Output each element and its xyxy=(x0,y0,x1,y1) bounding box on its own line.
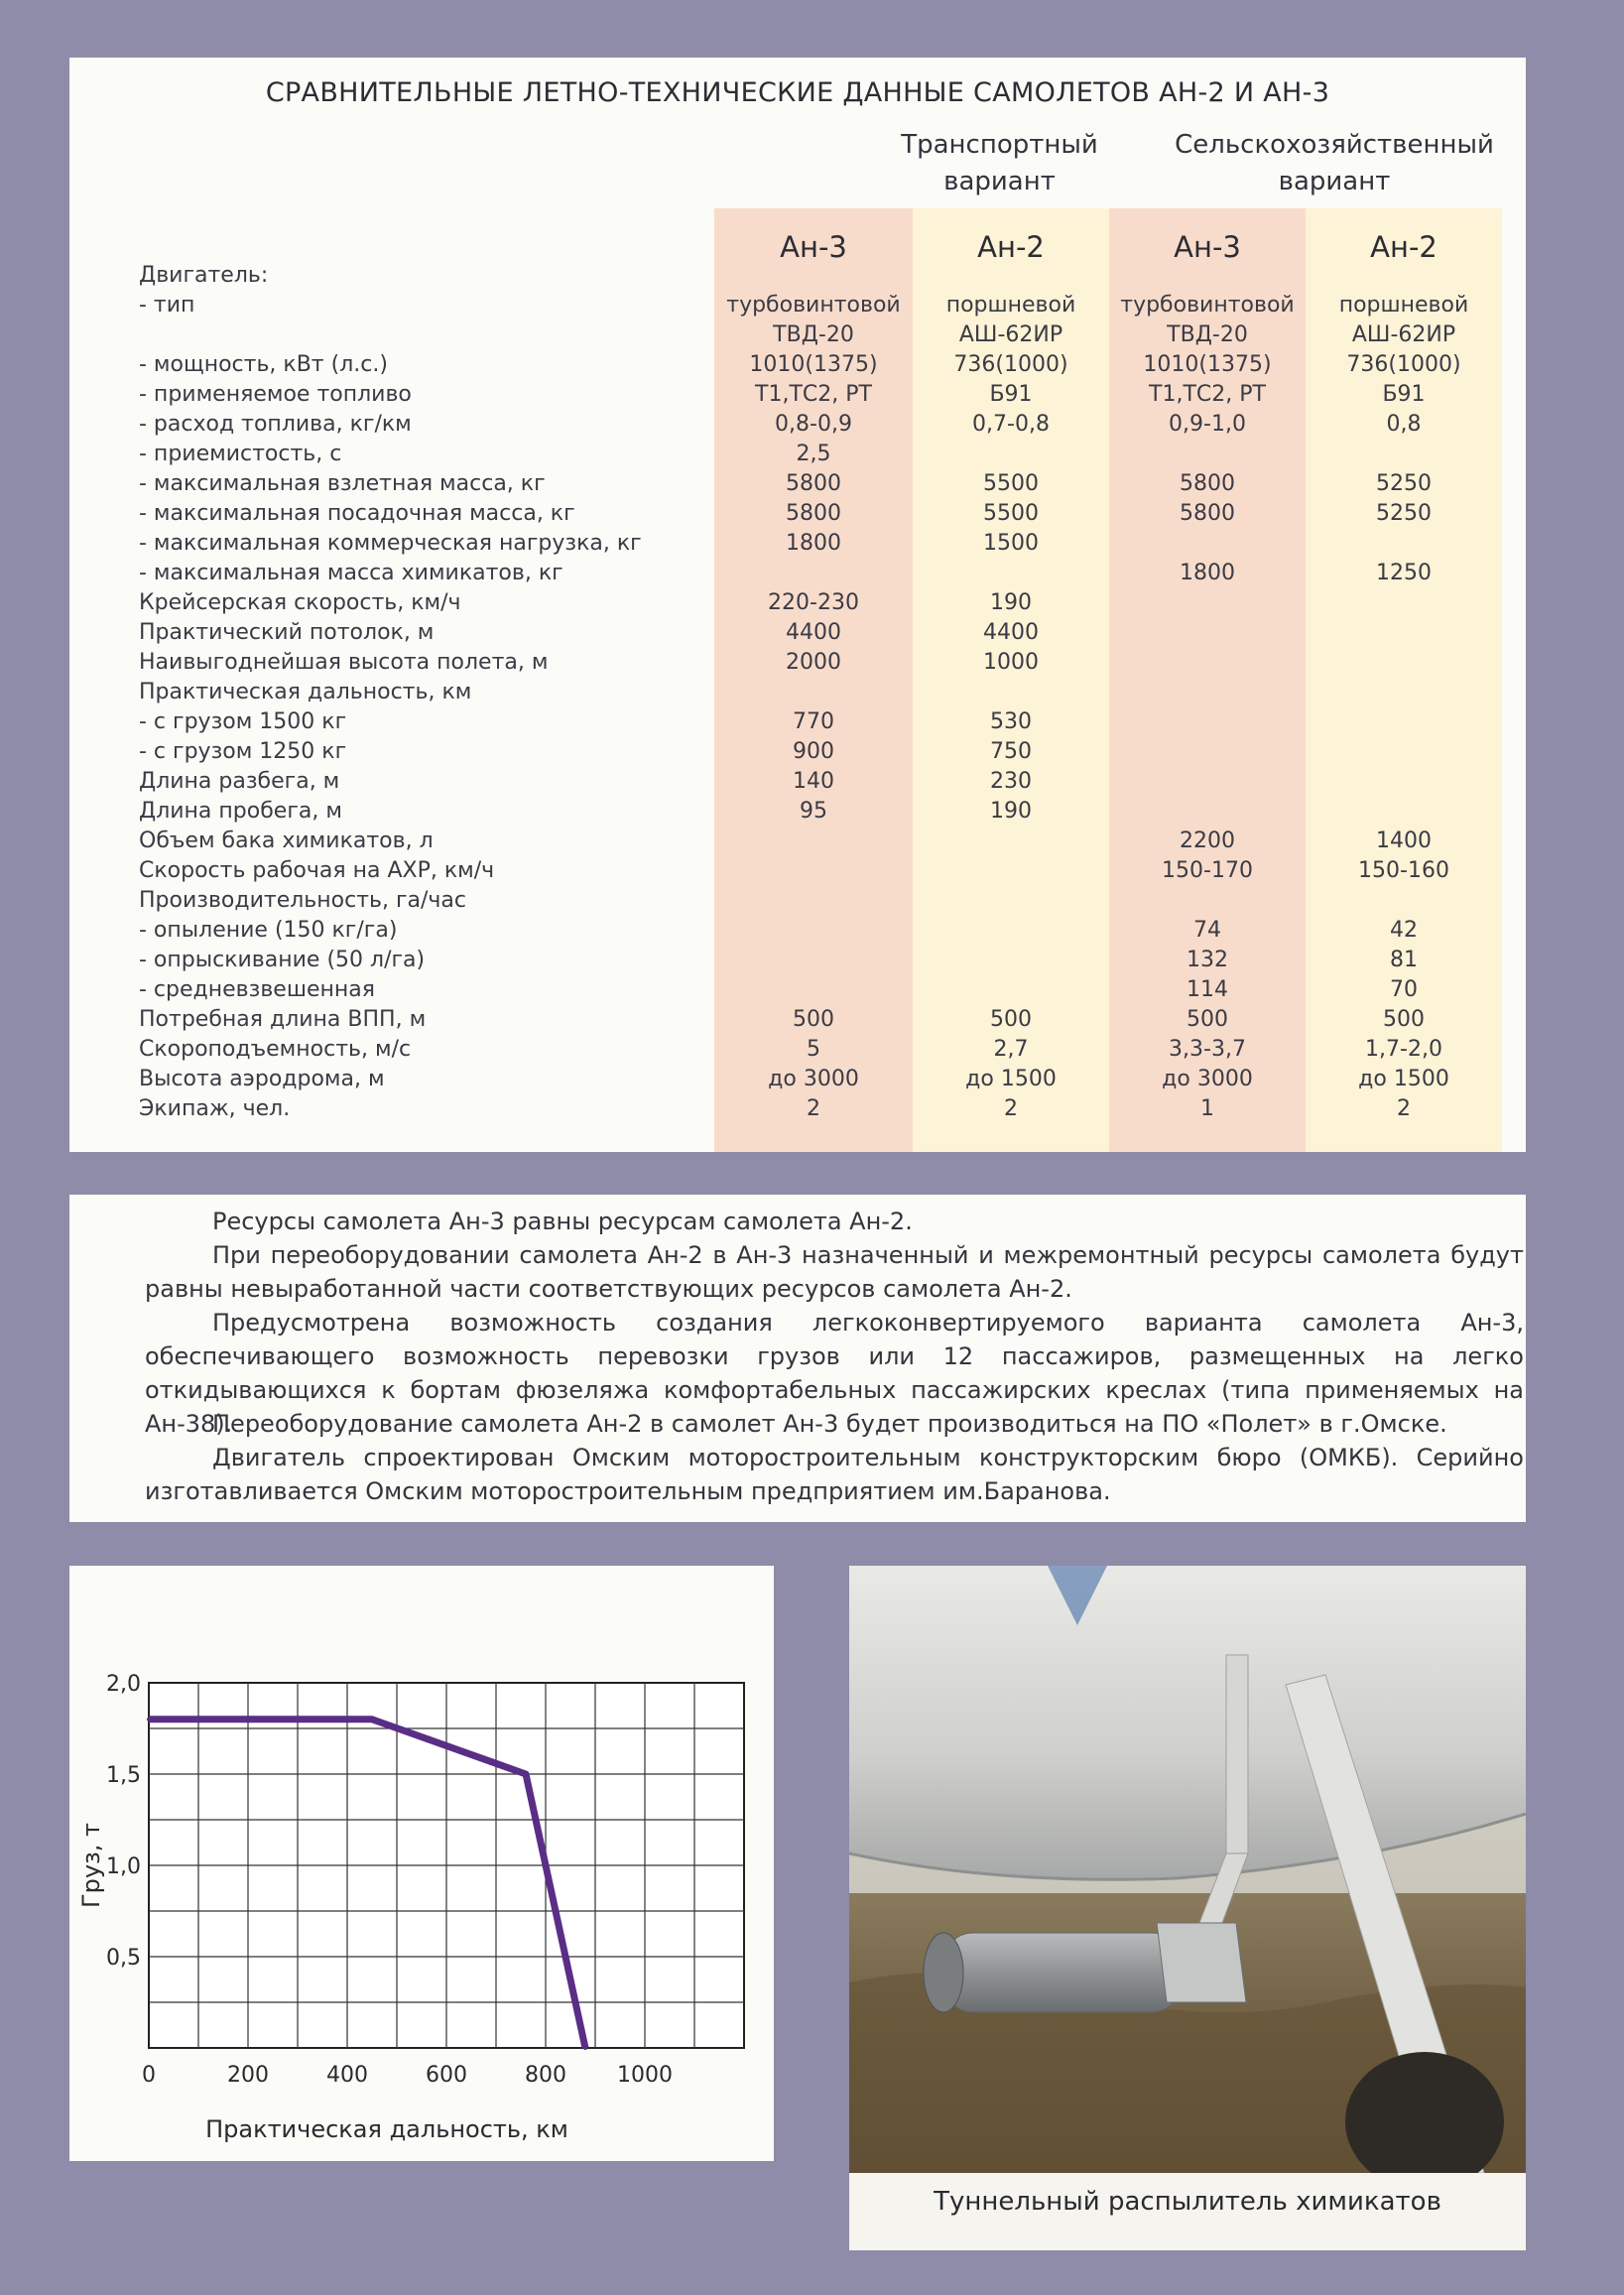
table-cell: АШ-62ИР xyxy=(1351,322,1456,347)
specs-table-panel xyxy=(69,58,1526,1152)
table-cell: поршневой xyxy=(945,293,1076,318)
table-cell: 190 xyxy=(990,590,1032,615)
table-cell: 114 xyxy=(1187,977,1228,1002)
table-cell: 900 xyxy=(793,739,834,764)
table-cell: 1800 xyxy=(786,531,841,556)
table-cell: 70 xyxy=(1390,977,1418,1002)
table-cell: 2,5 xyxy=(796,442,831,466)
row-label: - максимальная посадочная масса, кг xyxy=(139,501,575,526)
row-label: - максимальная взлетная масса, кг xyxy=(139,471,546,496)
row-label: - опрыскивание (50 л/га) xyxy=(139,948,426,972)
x-tick-label: 800 xyxy=(525,2063,566,2088)
x-tick-label: 200 xyxy=(227,2063,269,2088)
row-label: - мощность, кВт (л.с.) xyxy=(139,352,388,377)
x-tick-label: 1000 xyxy=(617,2063,673,2088)
x-tick-label: 600 xyxy=(426,2063,467,2088)
column-header-an3-transport: Ан-3 xyxy=(780,230,847,264)
table-cell: ТВД-20 xyxy=(773,322,854,347)
table-cell: 5250 xyxy=(1376,501,1432,526)
table-cell: до 1500 xyxy=(965,1067,1057,1091)
data-point xyxy=(583,2046,587,2050)
table-cell: 1010(1375) xyxy=(1143,352,1272,377)
table-cell: 0,8-0,9 xyxy=(775,412,852,437)
row-label: Высота аэродрома, м xyxy=(139,1067,385,1091)
y-tick-label: 1,5 xyxy=(106,1763,141,1788)
table-cell: 74 xyxy=(1193,918,1221,943)
notes-panel xyxy=(69,1195,1526,1522)
table-cell: 2,7 xyxy=(993,1037,1029,1062)
table-cell: 736(1000) xyxy=(953,352,1068,377)
table-cell: 1500 xyxy=(983,531,1039,556)
table-cell: 1250 xyxy=(1376,561,1432,585)
note-paragraph-1: Ресурсы самолета Ан-3 равны ресурсам самолета Ан-2. xyxy=(212,1208,913,1235)
table-cell: 81 xyxy=(1390,948,1418,972)
table-title: СРАВНИТЕЛЬНЫЕ ЛЕТНО-ТЕХНИЧЕСКИЕ ДАННЫЕ САМОЛЕТОВ АН-2 И АН-3 xyxy=(265,77,1330,108)
sprayer-photo xyxy=(849,1566,1526,2173)
table-cell: 2 xyxy=(1397,1096,1411,1121)
row-label: Объем бака химикатов, л xyxy=(139,829,434,853)
table-cell: 1,7-2,0 xyxy=(1365,1037,1442,1062)
table-cell: 5500 xyxy=(983,501,1039,526)
note-paragraph-5: Двигатель спроектирован Омским моторостроительным конструкторским бюро (ОМКБ). Серийно изготавливается Омским моторостроительным предприятием им.Баранова. xyxy=(145,1444,1524,1505)
table-cell: 530 xyxy=(990,709,1032,734)
data-point xyxy=(524,1772,528,1776)
row-label: Скороподъемность, м/с xyxy=(139,1037,412,1062)
table-cell: 2 xyxy=(807,1096,820,1121)
table-cell: турбовинтовой xyxy=(726,293,901,318)
row-label: Практический потолок, м xyxy=(139,620,435,645)
row-label: - приемистость, с xyxy=(139,442,342,466)
table-cell: до 1500 xyxy=(1358,1067,1449,1091)
row-label: - опыление (150 кг/га) xyxy=(139,918,398,943)
table-cell: турбовинтовой xyxy=(1120,293,1295,318)
table-cell: 0,9-1,0 xyxy=(1169,412,1246,437)
table-cell: 2200 xyxy=(1180,829,1235,853)
table-cell: 500 xyxy=(1383,1007,1425,1032)
table-cell: 0,7-0,8 xyxy=(972,412,1050,437)
x-tick-label: 0 xyxy=(142,2063,156,2088)
table-cell: 42 xyxy=(1390,918,1418,943)
x-axis-label: Практическая дальность, км xyxy=(205,2115,568,2143)
table-cell: 5500 xyxy=(983,471,1039,496)
row-label: - с грузом 1250 кг xyxy=(139,739,347,764)
column-header-an2-transport: Ан-2 xyxy=(977,230,1045,264)
y-tick-label: 0,5 xyxy=(106,1946,141,1971)
row-label: Производительность, га/час xyxy=(139,888,467,913)
table-cell: 3,3-3,7 xyxy=(1169,1037,1246,1062)
group-agricultural-header-line-2: вариант xyxy=(1278,167,1391,196)
table-cell: 140 xyxy=(793,769,834,794)
table-cell: 770 xyxy=(793,709,834,734)
table-cell: Т1,ТС2, РТ xyxy=(1149,382,1266,407)
group-transport-header-line-2: вариант xyxy=(943,167,1056,196)
table-cell: 150-160 xyxy=(1358,858,1449,883)
table-cell: до 3000 xyxy=(1162,1067,1253,1091)
row-label: Практическая дальность, км xyxy=(139,680,472,704)
column-header-an3-agri: Ан-3 xyxy=(1174,230,1241,264)
x-tick-label: 400 xyxy=(326,2063,368,2088)
table-cell: 5250 xyxy=(1376,471,1432,496)
table-cell: 736(1000) xyxy=(1346,352,1461,377)
row-label: - максимальная масса химикатов, кг xyxy=(139,561,563,585)
row-label: - расход топлива, кг/км xyxy=(139,412,412,437)
column-header-an2-agri: Ан-2 xyxy=(1370,230,1437,264)
table-cell: 230 xyxy=(990,769,1032,794)
table-cell: Т1,ТС2, РТ xyxy=(755,382,872,407)
note-paragraph-3: Предусмотрена возможность создания легкоконвертируемого варианта самолета Ан-3, обеспечивающего возможность перевозки грузов или 12 пассажиров, размещенных на легко откидывающихся к бортам фюзеляжа комфортабельных пассажирских креслах (типа применяемых на Ан-38). xyxy=(145,1309,1524,1438)
table-cell: 1 xyxy=(1200,1096,1214,1121)
table-cell: Б91 xyxy=(989,382,1033,407)
row-label: Крейсерская скорость, км/ч xyxy=(139,590,461,615)
table-cell: 5800 xyxy=(1180,471,1235,496)
table-cell: 1010(1375) xyxy=(749,352,878,377)
group-agricultural-header xyxy=(1171,127,1498,200)
table-cell: 750 xyxy=(990,739,1032,764)
table-cell: АШ-62ИР xyxy=(958,322,1063,347)
table-cell: 5 xyxy=(807,1037,820,1062)
table-cell: 4400 xyxy=(786,620,841,645)
table-cell: 5800 xyxy=(786,501,841,526)
row-label: Наивыгоднейшая высота полета, м xyxy=(139,650,549,675)
table-cell: 150-170 xyxy=(1162,858,1253,883)
table-cell: 1800 xyxy=(1180,561,1235,585)
note-paragraph-2: При переоборудовании самолета Ан-2 в Ан-3 назначенный и межремонтный ресурсы самолета будут равны невыработанной части соответствующих ресурсов самолета Ан-2. xyxy=(145,1241,1524,1303)
table-cell: 0,8 xyxy=(1386,412,1422,437)
table-cell: ТВД-20 xyxy=(1167,322,1248,347)
group-agricultural-header-line-1: Сельскохозяйственный xyxy=(1175,130,1494,160)
table-cell: 500 xyxy=(793,1007,834,1032)
table-cell: 500 xyxy=(1187,1007,1228,1032)
row-label: Длина разбега, м xyxy=(139,769,340,794)
table-cell: 132 xyxy=(1187,948,1228,972)
note-paragraph-4: Переоборудование самолета Ан-2 в самолет Ан-3 будет производиться на ПО «Полет» в г.Омске. xyxy=(212,1410,1447,1438)
row-label: - тип xyxy=(139,293,195,318)
table-cell: Б91 xyxy=(1382,382,1426,407)
table-cell: 95 xyxy=(800,799,827,824)
row-label: - применяемое топливо xyxy=(139,382,412,407)
table-cell: 1400 xyxy=(1376,829,1432,853)
row-label: - максимальная коммерческая нагрузка, кг xyxy=(139,531,642,556)
y-tick-label: 2,0 xyxy=(106,1672,141,1697)
table-cell: 500 xyxy=(990,1007,1032,1032)
row-label: Скорость рабочая на АХР, км/ч xyxy=(139,858,495,883)
data-point xyxy=(147,1718,151,1721)
row-label: Двигатель: xyxy=(139,263,269,288)
row-label: Потребная длина ВПП, м xyxy=(139,1007,427,1032)
row-label: - средневзвешенная xyxy=(139,977,375,1002)
table-cell: 220-230 xyxy=(768,590,859,615)
table-cell: 1000 xyxy=(983,650,1039,675)
y-axis-label: Груз, т xyxy=(77,1822,105,1909)
range-payload-chart xyxy=(69,1566,774,2161)
table-cell: 5800 xyxy=(1180,501,1235,526)
row-label: Длина пробега, м xyxy=(139,799,342,824)
photo-caption: Туннельный распылитель химикатов xyxy=(934,2187,1441,2217)
row-label: Экипаж, чел. xyxy=(139,1096,291,1121)
row-label: - с грузом 1500 кг xyxy=(139,709,347,734)
sprayer-photo-illustration xyxy=(849,1566,1526,2173)
table-cell: поршневой xyxy=(1338,293,1469,318)
table-cell: 5800 xyxy=(786,471,841,496)
table-cell: 190 xyxy=(990,799,1032,824)
table-cell: 2 xyxy=(1004,1096,1018,1121)
range-payload-chart-panel xyxy=(69,1566,774,2161)
y-tick-label: 1,0 xyxy=(106,1854,141,1879)
group-transport-header xyxy=(813,127,1186,200)
data-point xyxy=(370,1718,374,1721)
table-cell: 2000 xyxy=(786,650,841,675)
table-cell: 4400 xyxy=(983,620,1039,645)
group-transport-header-line-1: Транспортный xyxy=(901,130,1098,160)
photo-panel xyxy=(849,1566,1526,2250)
table-cell: до 3000 xyxy=(768,1067,859,1091)
